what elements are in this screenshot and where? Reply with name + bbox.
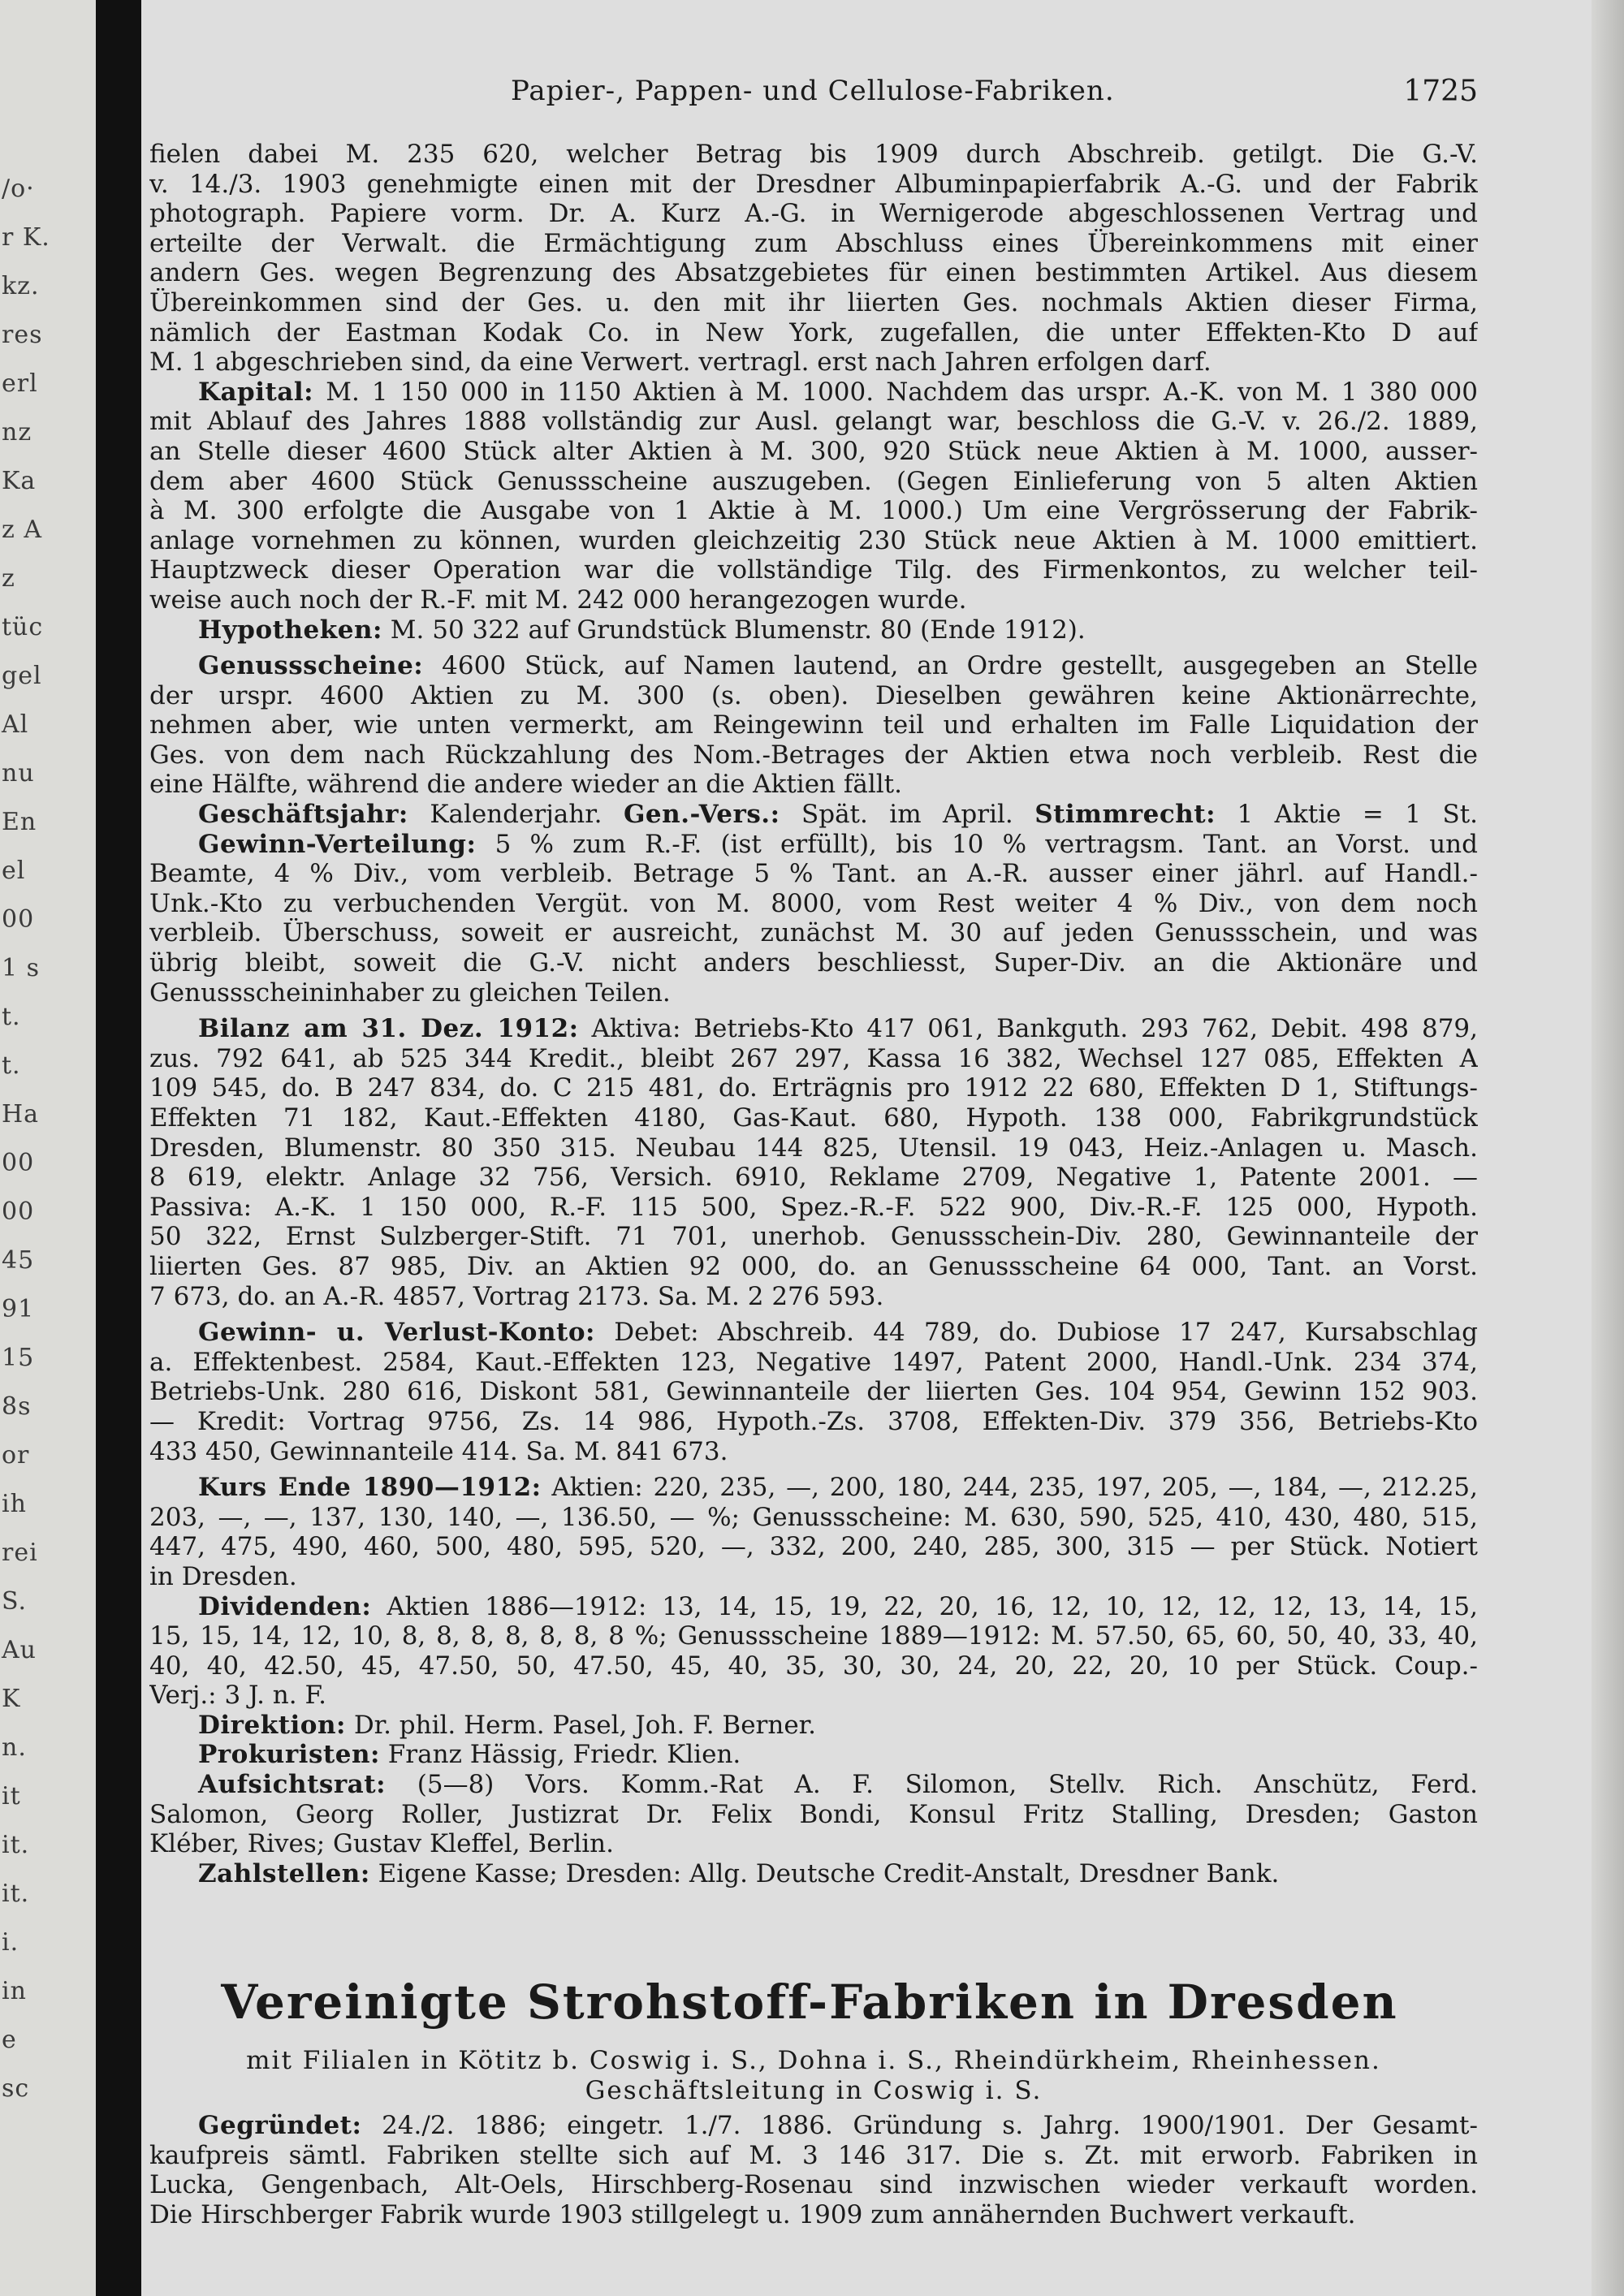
label-gen-vers: Gen.-Vers.: [623, 800, 780, 830]
text-line: liierten Ges. 87 985, Div. an Aktien 92 000, do. an Genussscheine 64 000, Tant. an Vorst. [149, 1251, 1478, 1281]
text-line: M. 1 abgeschrieben sind, da eine Verwert. vertragl. erst nach Jahren erfolgen darf. [149, 347, 1212, 378]
section-gegruendet: Gegründet: 24./2. 1886; eingetr. 1./7. 1886. Gründung s. Jahrg. 1900/1901. Der Gesamt- kaufpreis sämtl. Fabriken stellte sich auf M. 3 146 317. Die s. Zt. mit erworb. Fabriken in Lucka, Gengenbach, Alt-Oels, Hirschberg-Rosenau sind inzwischen wieder verkauft worden. Die Hirschberger Fabrik wurde 1903 stillgelegt u. 1909 zum annähernden Buchwert verkauft. [149, 2111, 1478, 2229]
adjacent-text-fragment: ih [2, 1490, 27, 1518]
text-line: an Stelle dieser 4600 Stück alter Aktien à M. 300, 920 Stück neue Aktien à M. 1000, ausser- [149, 436, 1478, 466]
adjacent-text-fragment: r K. [2, 223, 50, 252]
adjacent-text-fragment: sc [2, 2074, 30, 2103]
adjacent-text-fragment: rei [2, 1539, 38, 1567]
adjacent-text-fragment: Ha [2, 1100, 40, 1129]
adjacent-text-fragment: nz [2, 418, 32, 447]
text-line: Übereinkommen sind der Ges. u. den mit ihr liierten Ges. nochmals Aktien dieser Firma, [149, 287, 1478, 317]
adjacent-text-fragment: erl [2, 369, 38, 398]
section-direktion: Direktion: Dr. phil. Herm. Pasel, Joh. F. Berner. [198, 1710, 816, 1740]
label-direktion: Direktion: [198, 1710, 346, 1740]
text-line: v. 14./3. 1903 genehmigte einen mit der Dresdner Albuminpapierfabrik A.-G. und der Fabrik [149, 169, 1478, 199]
page [141, 0, 1624, 2296]
text-line: 50 322, Ernst Sulzberger-Stift. 71 701, unerhob. Genussschein-Div. 280, Gewinnanteile der [149, 1222, 1478, 1252]
text-line: fielen dabei M. 235 620, welcher Betrag bis 1909 durch Abschreib. getilgt. Die G.-V. [149, 140, 1478, 169]
text-line: — Kredit: Vortrag 9756, Zs. 14 986, Hypoth.-Zs. 3708, Effekten-Div. 379 356, Betriebs-Kto [149, 1406, 1478, 1436]
section-geschaeftsjahr: Geschäftsjahr: Kalenderjahr. Gen.-Vers.: Spät. im April. Stimmrecht: 1 Aktie = 1 St. [198, 800, 1478, 830]
text-line: eine Hälfte, während die andere wieder an die Aktien fällt. [149, 770, 902, 800]
running-head: Papier-, Pappen- und Cellulose-Fabriken. [511, 75, 1115, 107]
label-bilanz: Bilanz am 31. Dez. 1912: [198, 1014, 579, 1044]
adjacent-text-fragment: 1 s [2, 954, 41, 982]
label-prokuristen: Prokuristen: [198, 1740, 380, 1770]
adjacent-text-fragment: el [2, 857, 26, 885]
text-line: 203, —, —, 137, 130, 140, —, 136.50, — %; Genussscheine: M. 630, 590, 525, 410, 430, 480, 515, [149, 1502, 1478, 1532]
section-genussscheine: Genussscheine: 4600 Stück, auf Namen lautend, an Ordre gestellt, ausgegeben an Stelle der urspr. 4600 Aktien zu M. 300 (s. oben). Dieselben gewähren keine Aktionärrechte, nehmen aber, wie unten vermerkt, am Reingewinn teil und erhalten im Falle Liquidation der Ges. von dem nach Rückzahlung des Nom.-Betrages der Aktien etwa noch verbleib. Rest die eine Hälfte, während die andere wieder an die Aktien fällt. [149, 651, 1478, 800]
company-title: Vereinigte Strohstoff-Fabriken in Dresden [221, 1974, 1398, 2030]
text-line: Betriebs-Unk. 280 616, Diskont 581, Gewinnanteile der liierten Ges. 104 954, Gewinn 152 903. [149, 1377, 1478, 1407]
adjacent-text-fragment: z [2, 564, 15, 593]
text-line: Passiva: A.-K. 1 150 000, R.-F. 115 500, Spez.-R.-F. 522 900, Div.-R.-F. 125 000, Hypoth. [149, 1192, 1478, 1222]
text-line: kaufpreis sämtl. Fabriken stellte sich auf M. 3 146 317. Die s. Zt. mit erworb. Fabriken in [149, 2140, 1478, 2170]
text-line: Ges. von dem nach Rückzahlung des Nom.-Betrages der Aktien etwa noch verbleib. Rest die [149, 740, 1478, 770]
company-management: Geschäftsleitung in Coswig i. S. [585, 2075, 1043, 2105]
adjacent-text-fragment: 00 [2, 1198, 35, 1226]
adjacent-text-fragment: it [2, 1782, 21, 1810]
adjacent-text-fragment: t. [2, 1003, 21, 1031]
text-line: Unk.-Kto zu verbuchenden Vergüt. von M. 8000, vom Rest weiter 4 % Div., von dem noch [149, 888, 1478, 918]
adjacent-text-fragment: n. [2, 1733, 27, 1762]
section-prokuristen: Prokuristen: Franz Hässig, Friedr. Klien. [198, 1740, 741, 1770]
text-line: mit Ablauf des Jahres 1888 vollständig zur Ausl. gelangt war, beschloss die G.-V. v. 26./2. 1889, [149, 407, 1478, 437]
text-line: 433 450, Gewinnanteile 414. Sa. M. 841 673. [149, 1436, 728, 1466]
section-zahlstellen: Zahlstellen: Eigene Kasse; Dresden: Allg. Deutsche Credit-Anstalt, Dresdner Bank. [198, 1858, 1280, 1888]
adjacent-text-fragment: res [2, 321, 43, 349]
adjacent-text-fragment: Au [2, 1636, 37, 1664]
adjacent-text-fragment: it. [2, 1880, 30, 1908]
company-branches: mit Filialen in Kötitz b. Coswig i. S., Dohna i. S., Rheindürkheim, Rheinhessen. [246, 2046, 1381, 2075]
label-geschaeftsjahr: Geschäftsjahr: [198, 800, 408, 830]
adjacent-text-fragment: Ka [2, 467, 37, 495]
text-line: anlage vornehmen zu können, wurden gleichzeitig 230 Stück neue Aktien à M. 1000 emittiert. [149, 525, 1478, 555]
label-stimmrecht: Stimmrecht: [1034, 800, 1216, 830]
section-aufsichtsrat: Aufsichtsrat: (5—8) Vors. Komm.-Rat A. F. Silomon, Stellv. Rich. Anschütz, Ferd. Salomon, Georg Roller, Justizrat Dr. Felix Bondi, Konsul Fritz Stalling, Dresden; Gaston Kléber, Rives; Gustav Kleffel, Berlin. [149, 1770, 1478, 1859]
adjacent-text-fragment: it. [2, 1831, 30, 1859]
text-line: erteilte der Verwalt. die Ermächtigung zum Abschluss eines Übereinkommens mit einer [149, 228, 1478, 258]
text-column [149, 140, 1478, 1888]
section-bilanz: Bilanz am 31. Dez. 1912: Aktiva: Betriebs-Kto 417 061, Bankguth. 293 762, Debit. 498 879, zus. 792 641, ab 525 344 Kredit., bleibt 267 297, Kassa 16 382, Wechsel 127 085, Effekten A 109 545, do. B 247 834, do. C 215 481, do. Erträgnis pro 1912 22 680, Effekten D 1, Stiftungs- Effekten 71 182, Kaut.-Effekten 4180, Gas-Kaut. 680, Hypoth. 138 000, Fabrikgrundstück Dresden, Blumenstr. 80 350 315. Neubau 144 825, Utensil. 19 043, Heiz.-Anlagen u. Masch. 8 619, elektr. Anlage 32 756, Versich. 6910, Reklame 2709, Negative 1, Patente 2001. — Passiva: A.-K. 1 150 000, R.-F. 115 500, Spez.-R.-F. 522 900, Div.-R.-F. 125 000, Hypoth. 50 322, Ernst Sulzberger-Stift. 71 701, unerhob. Genussschein-Div. 280, Gewinnanteile der liierten Ges. 87 985, Div. an Aktien 92 000, do. an Genussscheine 64 000, Tant. an Vorst. 7 673, do. an A.-R. 4857, Vortrag 2173. Sa. M. 2 276 593. [149, 1014, 1478, 1311]
adjacent-text-fragment: 45 [2, 1246, 35, 1275]
text-line: 15, 15, 14, 12, 10, 8, 8, 8, 8, 8, 8, 8 %; Genussscheine 1889—1912: M. 57.50, 65, 60, 50, 40, 33, 40, [149, 1621, 1478, 1651]
label-dividenden: Dividenden: [198, 1591, 372, 1621]
adjacent-text-fragment: nu [2, 759, 35, 788]
adjacent-text-fragment: z A [2, 516, 43, 544]
adjacent-text-fragment: t. [2, 1051, 21, 1080]
section-hypotheken: Hypotheken: M. 50 322 auf Grundstück Blumenstr. 80 (Ende 1912). [198, 615, 1086, 645]
label-genussscheine: Genussscheine: [198, 651, 424, 681]
section-kapital: Kapital: M. 1 150 000 in 1150 Aktien à M. 1000. Nachdem das urspr. A.-K. von M. 1 380 000 mit Ablauf des Jahres 1888 vollständig zur Ausl. gelangt war, beschloss die G.-V. v. 26./2. 1889, an Stelle dieser 4600 Stück alter Aktien à M. 300, 920 Stück neue Aktien à M. 1000, ausser- dem aber 4600 Stück Genussscheine auszugeben. (Gegen Einlieferung von 5 alten Aktien à M. 300 erfolgte die Ausgabe von 1 Aktie à M. 1000.) Um eine Vergrösserung der Fabrik- anlage vornehmen zu können, wurden gleichzeitig 230 Stück neue Aktien à M. 1000 emittiert. Hauptzweck dieser Operation war die vollständige Tilg. des Firmenkontos, zu welcher teil- weise auch noch der R.-F. mit M. 242 000 herangezogen wurde. [149, 377, 1478, 615]
text-line: nehmen aber, wie unten vermerkt, am Reingewinn teil und erhalten im Falle Liquidation der [149, 710, 1478, 740]
text-line: der urspr. 4600 Aktien zu M. 300 (s. oben). Dieselben gewähren keine Aktionärrechte, [149, 680, 1478, 710]
company-subtitle [149, 2046, 1478, 2105]
adjacent-text-fragment: in [2, 1977, 27, 2005]
adjacent-text-fragment: or [2, 1441, 30, 1470]
section-gewinn-verlust: Gewinn- u. Verlust-Konto: Debet: Abschreib. 44 789, do. Dubiose 17 247, Kursabschlag a. Effektenbest. 2584, Kaut.-Effekten 123, Negative 1497, Patent 2000, Handl.-Unk. 234 374, Betriebs-Unk. 280 616, Diskont 581, Gewinnanteile der liierten Ges. 104 954, Gewinn 152 903. — Kredit: Vortrag 9756, Zs. 14 986, Hypoth.-Zs. 3708, Effekten-Div. 379 356, Betriebs-Kto 433 450, Gewinnanteile 414. Sa. M. 841 673. [149, 1318, 1478, 1466]
text-line: weise auch noch der R.-F. mit M. 242 000 herangezogen wurde. [149, 585, 967, 615]
adjacent-text-fragment: 00 [2, 905, 35, 934]
adjacent-text-fragment: 91 [2, 1295, 35, 1323]
adjacent-text-fragment: En [2, 808, 37, 836]
text-line: photograph. Papiere vorm. Dr. A. Kurz A.-G. in Wernigerode abgeschlossenen Vertrag und [149, 199, 1478, 229]
text-line: verbleib. Überschuss, soweit er ausreicht, zunächst M. 30 auf jeden Genussschein, und was [149, 918, 1478, 948]
section-kurs: Kurs Ende 1890—1912: Aktien: 220, 235, —, 200, 180, 244, 235, 197, 205, —, 184, —, 212.25, 203, —, —, 137, 130, 140, —, 136.50, — %; Genussscheine: M. 630, 590, 525, 410, 430, 480, 515, 447, 475, 490, 460, 500, 480, 595, 520, —, 332, 200, 240, 285, 300, 315 — per Stück. Notiert in Dresden. [149, 1473, 1478, 1591]
text-line: Kléber, Rives; Gustav Kleffel, Berlin. [149, 1829, 615, 1859]
adjacent-text-fragment: K [2, 1685, 21, 1713]
adjacent-text-fragment: kz. [2, 272, 40, 300]
text-line: 8 619, elektr. Anlage 32 756, Versich. 6910, Reklame 2709, Negative 1, Patente 2001. — [149, 1163, 1478, 1193]
adjacent-text-fragment: gel [2, 662, 42, 690]
adjacent-text-fragment: i. [2, 1928, 19, 1957]
text-line: 40, 40, 42.50, 45, 47.50, 50, 47.50, 45, 40, 35, 30, 30, 24, 20, 22, 20, 10 per Stück. Coup.- [149, 1651, 1478, 1681]
text-line: Effekten 71 182, Kaut.-Effekten 4180, Gas-Kaut. 680, Hypoth. 138 000, Fabrikgrundstück [149, 1103, 1478, 1133]
text-line: dem aber 4600 Stück Genussscheine auszugeben. (Gegen Einlieferung von 5 alten Aktien [149, 466, 1478, 496]
adjacent-text-fragment: 15 [2, 1344, 35, 1372]
text-line: 7 673, do. an A.-R. 4857, Vortrag 2173. Sa. M. 2 276 593. [149, 1281, 884, 1311]
text-line: 109 545, do. B 247 834, do. C 215 481, do. Erträgnis pro 1912 22 680, Effekten D 1, Stiftungs- [149, 1073, 1478, 1103]
text-line: Verj.: 3 J. n. F. [149, 1681, 326, 1711]
text-line: Genussscheininhaber zu gleichen Teilen. [149, 978, 671, 1008]
label-hypotheken: Hypotheken: [198, 615, 382, 645]
text-line: 447, 475, 490, 460, 500, 480, 595, 520, —, 332, 200, 240, 285, 300, 315 — per Stück. Notiert [149, 1532, 1478, 1562]
section-gewinn-verteilung: Gewinn-Verteilung: 5 % zum R.-F. (ist erfüllt), bis 10 % vertragsm. Tant. an Vorst. und Beamte, 4 % Div., vom verbleib. Betrage 5 % Tant. an A.-R. ausser einer jährl. auf Handl.- Unk.-Kto zu verbuchenden Vergüt. von M. 8000, vom Rest weiter 4 % Div., von dem noch verbleib. Überschuss, soweit er ausreicht, zunächst M. 30 auf jeden Genussschein, und was übrig bleibt, soweit die G.-V. nicht anders beschliesst, Super-Div. an die Aktionäre und Genussscheininhaber zu gleichen Teilen. [149, 829, 1478, 1008]
text-line: nämlich der Eastman Kodak Co. in New York, zugefallen, die unter Effekten-Kto D auf [149, 317, 1478, 347]
page-number: 1725 [1403, 75, 1478, 108]
intro-paragraph [149, 140, 1478, 378]
label-kapital: Kapital: [198, 377, 314, 407]
page-header [141, 75, 1478, 115]
label-zahlstellen: Zahlstellen: [198, 1858, 370, 1888]
text-line: Die Hirschberger Fabrik wurde 1903 stillgelegt u. 1909 zum annähernden Buchwert verkauft. [149, 2199, 1356, 2229]
adjacent-page-fragment [0, 0, 96, 2296]
label-gewinn-verlust: Gewinn- u. Verlust-Konto: [198, 1318, 595, 1348]
label-gewinn-verteilung: Gewinn-Verteilung: [198, 829, 477, 859]
adjacent-text-fragment: Al [2, 710, 29, 739]
label-aufsichtsrat: Aufsichtsrat: [198, 1770, 387, 1800]
page-edge [1592, 0, 1624, 2296]
label-gegruendet: Gegründet: [198, 2111, 362, 2140]
text-line: andern Ges. wegen Begrenzung des Absatzgebietes für einen bestimmten Artikel. Aus diesem [149, 258, 1478, 288]
section-dividenden: Dividenden: Aktien 1886—1912: 13, 14, 15, 19, 22, 20, 16, 12, 10, 12, 12, 12, 13, 14, 15, 15, 15, 14, 12, 10, 8, 8, 8, 8, 8, 8, 8 %; Genussscheine 1889—1912: M. 57.50, 65, 60, 50, 40, 33, 40, 40, 40, 42.50, 45, 47.50, 50, 47.50, 45, 40, 35, 30, 30, 24, 20, 22, 20, 10 per Stück. Coup.- Verj.: 3 J. n. F. [149, 1591, 1478, 1711]
adjacent-text-fragment: e [2, 2026, 17, 2054]
label-kurs: Kurs Ende 1890—1912: [198, 1473, 542, 1503]
adjacent-text-fragment: 8s [2, 1392, 32, 1421]
text-line: Beamte, 4 % Div., vom verbleib. Betrage 5 % Tant. an A.-R. ausser einer jährl. auf Handl.- [149, 859, 1478, 889]
text-line: zus. 792 641, ab 525 344 Kredit., bleibt 267 297, Kassa 16 382, Wechsel 127 085, Effekten A [149, 1043, 1478, 1073]
adjacent-text-fragment: 00 [2, 1149, 35, 1177]
text-line: Lucka, Gengenbach, Alt-Oels, Hirschberg-Rosenau sind inzwischen wieder verkauft worden. [149, 2170, 1478, 2200]
adjacent-text-fragment: S. [2, 1587, 28, 1616]
text-line: Hauptzweck dieser Operation war die vollständige Tilg. des Firmenkontos, zu welcher teil- [149, 555, 1478, 585]
text-line: übrig bleibt, soweit die G.-V. nicht anders beschliesst, Super-Div. an die Aktionäre und [149, 948, 1478, 978]
adjacent-text-fragment: /o· [2, 175, 35, 203]
book-gutter [96, 0, 141, 2296]
text-line: in Dresden. [149, 1561, 297, 1591]
adjacent-text-fragment: tüc [2, 613, 44, 641]
text-line: à M. 300 erfolgte die Ausgabe von 1 Aktie à M. 1000.) Um eine Vergrösserung der Fabrik- [149, 496, 1478, 526]
text-line: a. Effektenbest. 2584, Kaut.-Effekten 123, Negative 1497, Patent 2000, Handl.-Unk. 234 374, [149, 1347, 1478, 1377]
text-line: Salomon, Georg Roller, Justizrat Dr. Felix Bondi, Konsul Fritz Stalling, Dresden; Gaston [149, 1799, 1478, 1829]
text-line: Dresden, Blumenstr. 80 350 315. Neubau 144 825, Utensil. 19 043, Heiz.-Anlagen u. Masch. [149, 1133, 1478, 1163]
